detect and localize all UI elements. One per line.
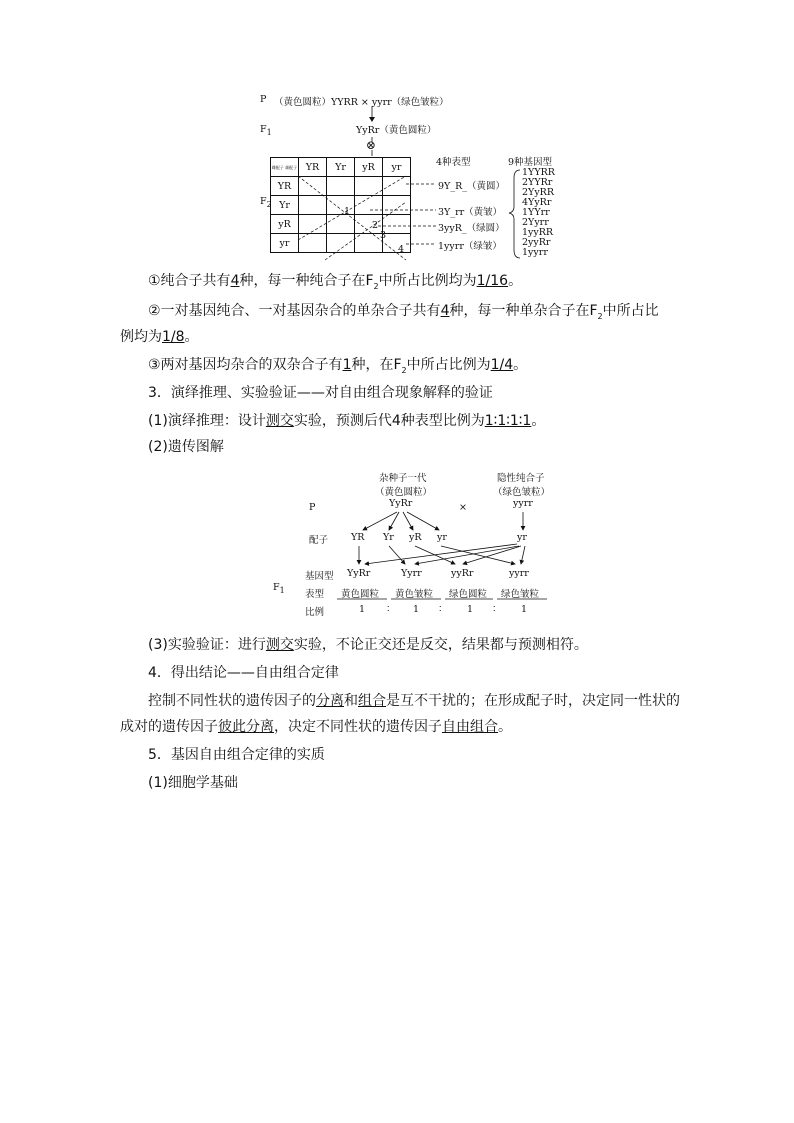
phenotypes-header: 4种表型 [436,157,471,168]
row-header: Yr [271,196,299,215]
gamete-label: 配子 [309,535,329,546]
f1-label: $F_1$ [273,582,285,595]
col-header: yr [383,158,411,177]
genotype-list [522,168,555,258]
p-cross: （黄色圆粒）YYRR × yyrr（绿色皱粒） [274,97,449,108]
recessive-phenotype: （绿色皱粒） [493,487,551,498]
f2-label: $F_2$ [260,196,272,209]
offspring-genotype: yyRr [451,568,474,579]
dihybrid-cross-figure [250,92,570,262]
recessive-title: 隐性纯合子 [497,473,545,484]
item-3: ③两对基因均杂合的双杂合子有1种，在$F_2$中所占比例为1/4。 [148,357,528,375]
genotype-item: 4YyRr [522,197,552,208]
offspring-phenotype: 黄色皱粒 [395,589,434,600]
offspring-phenotype: 绿色皱粒 [501,589,540,600]
ratio-label: 比例 [305,607,325,618]
col-header: yR [355,158,383,177]
recessive-genotype: yyrr [513,498,533,509]
row-header: YR [271,177,299,196]
f1-label: $F_1$ [260,124,272,137]
offspring-phenotype: 绿色圆粒 [449,589,488,600]
punnett-square [270,157,411,253]
genotype-item: 1yyRR [522,227,554,238]
para-4-1: 控制不同性状的遗传因子的分离和组合是互不干扰的；在形成配子时，决定同一性状的 [148,693,680,709]
gamete: yR [409,532,422,543]
cell-number: 1 [344,206,351,217]
hybrid-phenotype: （黄色圆粒） [375,487,433,498]
col-header: Yr [327,158,355,177]
para-3-1: (1)演绎推理：设计测交实验，预测后代4种表型比例为1∶1∶1∶1。 [148,413,546,429]
heading-3: 3．演绎推理、实验验证——对自由组合现象解释的验证 [148,385,493,401]
gamete: Yr [383,532,394,543]
gamete: yr [437,532,447,543]
para-3-2: (2)遗传图解 [148,439,224,455]
cell-number: 4 [398,244,405,255]
ratio-value: 1 [413,604,420,615]
para-5-1: (1)细胞学基础 [148,775,238,791]
hybrid-genotype: YyRr [389,498,413,509]
para-4-2: 成对的遗传因子彼此分离，决定不同性状的遗传因子自由组合。 [120,719,512,735]
hybrid-title: 杂种子一代 [379,473,427,484]
para-3-3: (3)实验验证：进行测交实验，不论正交还是反交，结果都与预测相符。 [148,637,588,653]
genotype-item: 1YYRR [522,167,555,178]
offspring-phenotype: 黄色圆粒 [341,589,380,600]
item-2-cont: 例均为1/8。 [120,329,199,345]
item-2: ②一对基因纯合、一对基因杂合的单杂合子共有4种，每一种单杂合子在$F_2$中所占比 [148,303,659,321]
gamete: YR [351,532,365,543]
row-header: yR [271,215,299,234]
recessive-gamete: yr [517,532,527,543]
testcross-figure [265,466,565,621]
genotype-item: 1YYrr [522,207,550,218]
corner-cell: 雌配子 雄配子 [271,158,299,177]
phenotype-label: 表型 [305,589,325,600]
item-1: ①纯合子共有4种，每一种纯合子在$F_2$中所占比例均为1/16。 [148,273,523,291]
cell-number: 3 [380,230,387,241]
ratio-value: 1 [521,604,528,615]
selfing-symbol: ⊗ [366,138,377,152]
cell-number: 2 [372,220,379,231]
offspring-genotype: Yyrr [401,568,422,579]
phenotype-item: 9Y_R_（黄圆） [438,181,505,192]
phenotype-item: 3yyR_（绿圆） [438,223,505,234]
genotype-item: 2YyRR [522,187,554,198]
ratio-value: 1 [467,604,474,615]
genotype-item: 2Yyrr [522,217,549,228]
phenotype-item: 1yyrr（绿皱） [438,241,502,252]
genotype-item: 1yyrr [522,247,548,258]
genotype-label: 基因型 [305,571,334,582]
col-header: YR [299,158,327,177]
heading-4: 4．得出结论——自由组合定律 [148,665,339,681]
offspring-genotype: YyRr [347,568,371,579]
cross-symbol: × [459,502,467,513]
ratio-colon: ∶ [387,604,390,615]
ratio-colon: ∶ [439,604,442,615]
genotypes-header: 9种基因型 [508,157,553,168]
p-label: P [260,94,267,105]
ratio-colon: ∶ [493,604,496,615]
genotype-item: 2yyRr [522,237,551,248]
heading-5: 5．基因自由组合定律的实质 [148,747,325,763]
row-header: yr [271,234,299,253]
p-label: P [309,502,316,513]
genotype-item: 2YYRr [522,177,553,188]
offspring-genotype: yyrr [509,568,529,579]
ratio-value: 1 [359,604,366,615]
f1-genotype: YyRr（黄色圆粒） [356,125,437,136]
phenotype-item: 3Y_rr（黄皱） [438,207,503,218]
